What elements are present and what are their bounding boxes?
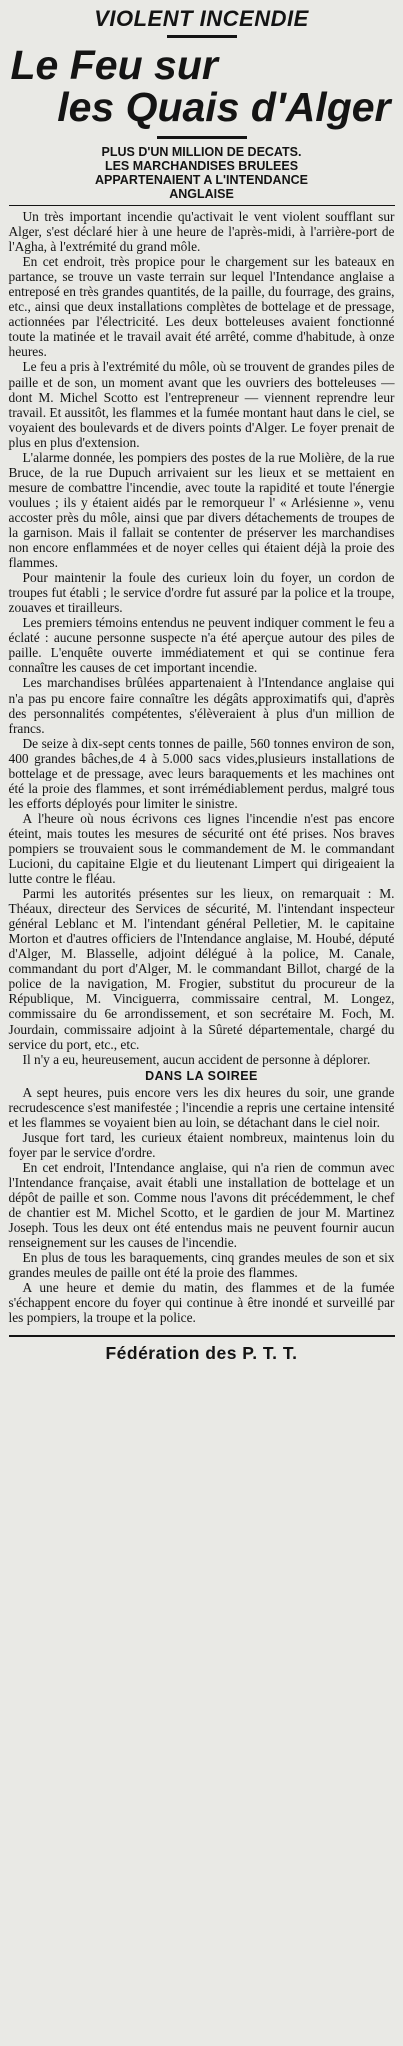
deck-line: APPARTENAIENT A L'INTENDANCE: [95, 173, 308, 187]
headline-line-2: les Quais d'Alger: [57, 84, 391, 130]
deck-line: PLUS D'UN MILLION DE DECATS.: [101, 145, 302, 159]
article-separator: [9, 1335, 395, 1337]
evening-paragraph: Jusque fort tard, les curieux étaient nombreux, maintenus loin du foyer par le service d'ordre.: [8, 1129, 395, 1160]
article-headline: [9, 44, 395, 128]
deck-rule: [9, 205, 395, 206]
evening-paragraph: En cet endroit, l'Intendance anglaise, qui n'a rien de commun avec l'Intendance française, avait établi une installation de bottelage et un dépôt de paille et son. Comme nous l'avons dit précédemment, le chef de chantier est M. Michel Scotto, et le gardien de jour M. Martinez Joseph. Tous les deux ont été entendus mais ne peuvent fournir aucun renseignement sur les causes de l'incendie.: [8, 1159, 395, 1251]
newspaper-column: [9, 0, 395, 1364]
body-paragraph: De seize à dix-sept cents tonnes de paille, 560 tonnes environ de son, 400 grandes bâches,de 4 à 5.000 sacs vides,plusieurs installations de bottelage et de pressage, avec leurs baraquements et les machines ont été la proie des flammes, et sont irrémédiablement perdus, malgré tous les efforts déployés pour limiter le sinistre.: [8, 735, 395, 811]
article-kicker: VIOLENT INCENDIE: [94, 6, 309, 31]
article-body: [9, 209, 395, 1067]
headline-rule: [157, 136, 247, 139]
body-paragraph: L'alarme donnée, les pompiers des postes de la rue Molière, de la rue Bruce, de la rue Dupuch arrivaient sur les lieux et se mettaient en mesure de combattre l'incendie, avec toute la rapidité et toute l'énergie voulues ; ils y étaient aidés par le remorqueur l' « Arlésienne », venu accoster près du môle, ainsi que par divers détachements de troupes de la garnison. Mais il fallait se contenter de préserver les marchandises non encore enflammées et de noyer celles qui étaient déjà la proie des flammes.: [8, 449, 395, 571]
body-paragraph: Le feu a pris à l'extrémité du môle, où se trouvent de grandes piles de paille et de son, un moment avant que les ouvriers des botteleuses — dont M. Michel Scotto est l'entrepreneur — viennent reprendre leur travail. Et aussitôt, les flammes et la fumée montant haut dans le ciel, se voyaient des boulevards et de divers points d'Alger. Le foyer prenait de plus en plus d'extension.: [8, 359, 395, 450]
body-paragraph: Un très important incendie qu'activait le vent violent soufflant sur Alger, s'est déclaré hier à une heure de l'après-midi, à l'arrière-port de l'Agha, à l'extrémité du grand môle.: [8, 209, 395, 255]
evening-paragraph: En plus de tous les baraquements, cinq grandes meules de son et six grandes meules de paille ont été la proie des flammes.: [8, 1250, 395, 1281]
evening-paragraph: A une heure et demie du matin, des flammes et de la fumée s'échappent encore du foyer qui continue à être inondé et surveillé par les pompiers, la troupe et la police.: [8, 1280, 395, 1326]
evening-section: [9, 1085, 395, 1326]
kicker-rule: [167, 35, 237, 38]
article-deck: [9, 145, 395, 201]
body-paragraph: Parmi les autorités présentes sur les lieux, on remarquait : M. Théaux, directeur des Services de sécurité, M. l'intendant inspecteur général Leblanc et M. l'intendant général Pelletier, M. le capitaine Morton et d'autres officiers de l'Intendance anglaise, M. Houbé, député d'Alger, M. Blasselle, adjoint délégué à la police, M. Canale, commandant du port d'Alger, M. le commandant Billot, chargé de la police de la navigation, M. Frogier, substitut du procureur de la République, M. Vinciguerra, commissaire central, M. Longez, commissaire du 6e arrondissement, et son secrétaire M. Foch, M. Jourdain, commissaire adjoint à la Sûreté départementale, chargé du service du port, etc., etc.: [8, 886, 395, 1052]
body-paragraph: En cet endroit, très propice pour le chargement sur les bateaux en partance, se trouve un vaste terrain sur lequel l'Intendance anglaise a entreposé en très grandes quantités, de la paille, du fourrage, des grains, etc., ainsi que deux installations complètes de bottelage et de pressage, actionnées par l'électricité. Les deux botteleuses avaient fonctionné toute la matinée et le travail avait été arrêté, comme d'habitude, à onze heures.: [8, 254, 395, 360]
body-paragraph: A l'heure où nous écrivons ces lignes l'incendie n'est pas encore éteint, mais toutes les mesures de sécurité ont été prises. Nos braves pompiers se trouvaient sous le commandement de M. le commandant Lucioni, du capitaine Elgie et du lieutenant Limpert qui dirigeaient la lutte contre le fléau.: [8, 810, 395, 887]
deck-line: LES MARCHANDISES BRULEES: [104, 159, 299, 173]
body-paragraph: Les marchandises brûlées appartenaient à l'Intendance anglaise qui n'a pas pu encore faire connaître les dégâts approximatifs qui, d'après des personnalités compétentes, s'élèveraient à plus d'un million de francs.: [8, 675, 395, 736]
body-paragraph: Les premiers témoins entendus ne peuvent indiquer comment le feu a éclaté : aucune personne suspecte n'a été aperçue autour des piles de paille. L'enquête ouverte immédiatement et qui se continue fera connaître les causes de cet important incendie.: [8, 615, 395, 676]
section-subhead: DANS LA SOIREE: [145, 1068, 258, 1083]
next-article-title: Fédération des P. T. T.: [105, 1343, 298, 1364]
body-paragraph: Pour maintenir la foule des curieux loin du foyer, un cordon de troupes fut établi ; le service d'ordre fut assuré par la police et la troupe, zouaves et tirailleurs.: [8, 570, 395, 616]
deck-line: ANGLAISE: [169, 187, 234, 201]
headline-line-1: Le Feu sur: [10, 42, 218, 88]
evening-paragraph: A sept heures, puis encore vers les dix heures du soir, une grande recrudescence s'est manifestée ; l'incendie a repris une certaine intensité et les flammes se voyaient bien au loin, se détachant dans le ciel noir.: [8, 1084, 395, 1130]
body-paragraph: Il n'y a eu, heureusement, aucun accident de personne à déplorer.: [22, 1051, 371, 1067]
